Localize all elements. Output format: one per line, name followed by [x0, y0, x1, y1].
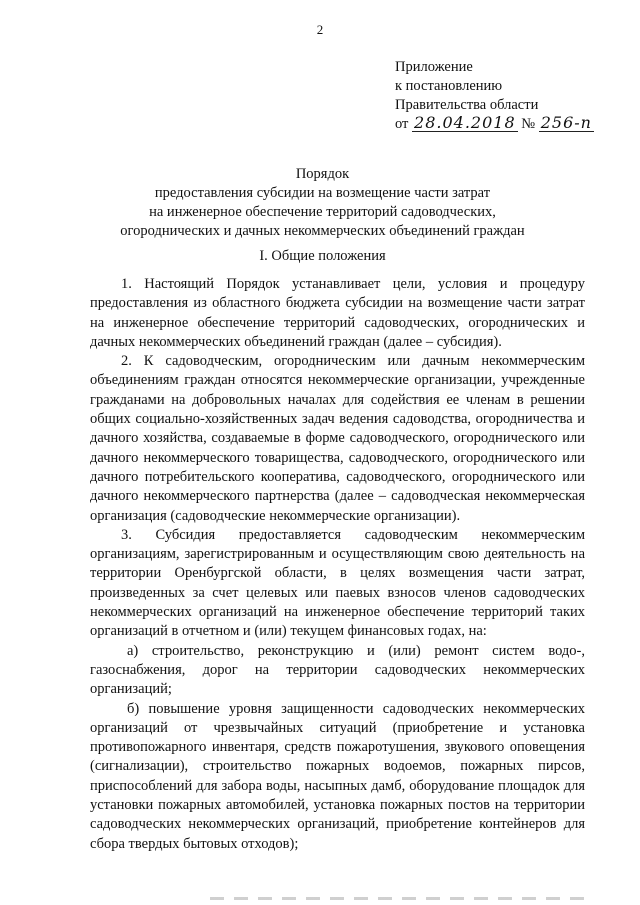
appendix-line-2: к постановлению	[395, 78, 503, 94]
paragraph-3: 3. Субсидия предоставляется садоводческим некоммерческим организациям, зарегистрированным и осуществляющим свою деятельность на территории Оренбургской области, в целях возмещения части затрат, произведенных за счет целевых или паевых взносов членов садоводческих некоммерческих организаций на инженерное обеспечение территорий таких организаций в отчетном и (или) текущем финансовых годах, на:	[90, 526, 585, 640]
subparagraph-b: б) повышение уровня защищенности садоводческих некоммерческих организаций от чрезвычайных ситуаций (приобретение и установка противопожарного инвентаря, средств пожаротушения, звукового оповещения (сигнализации), строительство пожарных водоемов, пожарных пирсов, приспособлений для забора воды, насыпных дамб, оборудование площадок для установки пожарных автомобилей, установка пожарных постов на территории садоводческих некоммерческих организаций, приобретение контейнеров для сбора твердых бытовых отходов);	[90, 700, 585, 852]
page-number: 2	[316, 22, 324, 37]
title-line-4: огороднических и дачных некоммерческих объединений граждан	[120, 223, 525, 239]
document-title	[60, 165, 585, 241]
handwritten-number: 256-п	[540, 113, 592, 132]
scan-artifact	[210, 897, 590, 900]
appendix-block	[395, 58, 594, 134]
subparagraph-a: а) строительство, реконструкцию и (или) ремонт систем водо-, газоснабжения, дорог на территории садоводческих некоммерческих организаций;	[90, 642, 585, 698]
title-line-1: Порядок	[295, 166, 350, 182]
number-label: №	[521, 116, 536, 132]
appendix-line-1: Приложение	[395, 59, 473, 75]
section-heading: I. Общие положения	[259, 248, 386, 264]
paragraph-2: 2. К садоводческим, огородническим или дачным некоммерческим объединениям граждан относятся некоммерческие организации, учрежденные гражданами на добровольных началах для содействия ее членам в решении общих социально-хозяйственных задач ведения садоводства, огородничества и дачного хозяйства, создаваемые в форме садоводческого, огороднического или дачного некоммерческого товарищества, садоводческого, огороднического или дачного потребительского кооператива, садоводческого, огороднического или дачного некоммерческого партнерства (далее – садоводческая некоммерческая организация (садоводческие некоммерческие организации).	[90, 353, 585, 524]
handwritten-date: 28.04.2018	[414, 113, 516, 132]
document-body	[90, 275, 585, 854]
appendix-line-3: Правительства области	[395, 97, 539, 113]
appendix-date-line	[395, 115, 594, 134]
paragraph-1: 1. Настоящий Порядок устанавливает цели, условия и процедуру предоставления из областного бюджета субсидии на возмещение части затрат на инженерное обеспечение территорий садоводческих, огороднических и дачных некоммерческих объединений граждан (далее – субсидия).	[90, 276, 585, 350]
from-label: от	[395, 116, 409, 132]
title-line-3: на инженерное обеспечение территорий садоводческих,	[149, 204, 496, 220]
title-line-2: предоставления субсидии на возмещение части затрат	[154, 185, 491, 201]
